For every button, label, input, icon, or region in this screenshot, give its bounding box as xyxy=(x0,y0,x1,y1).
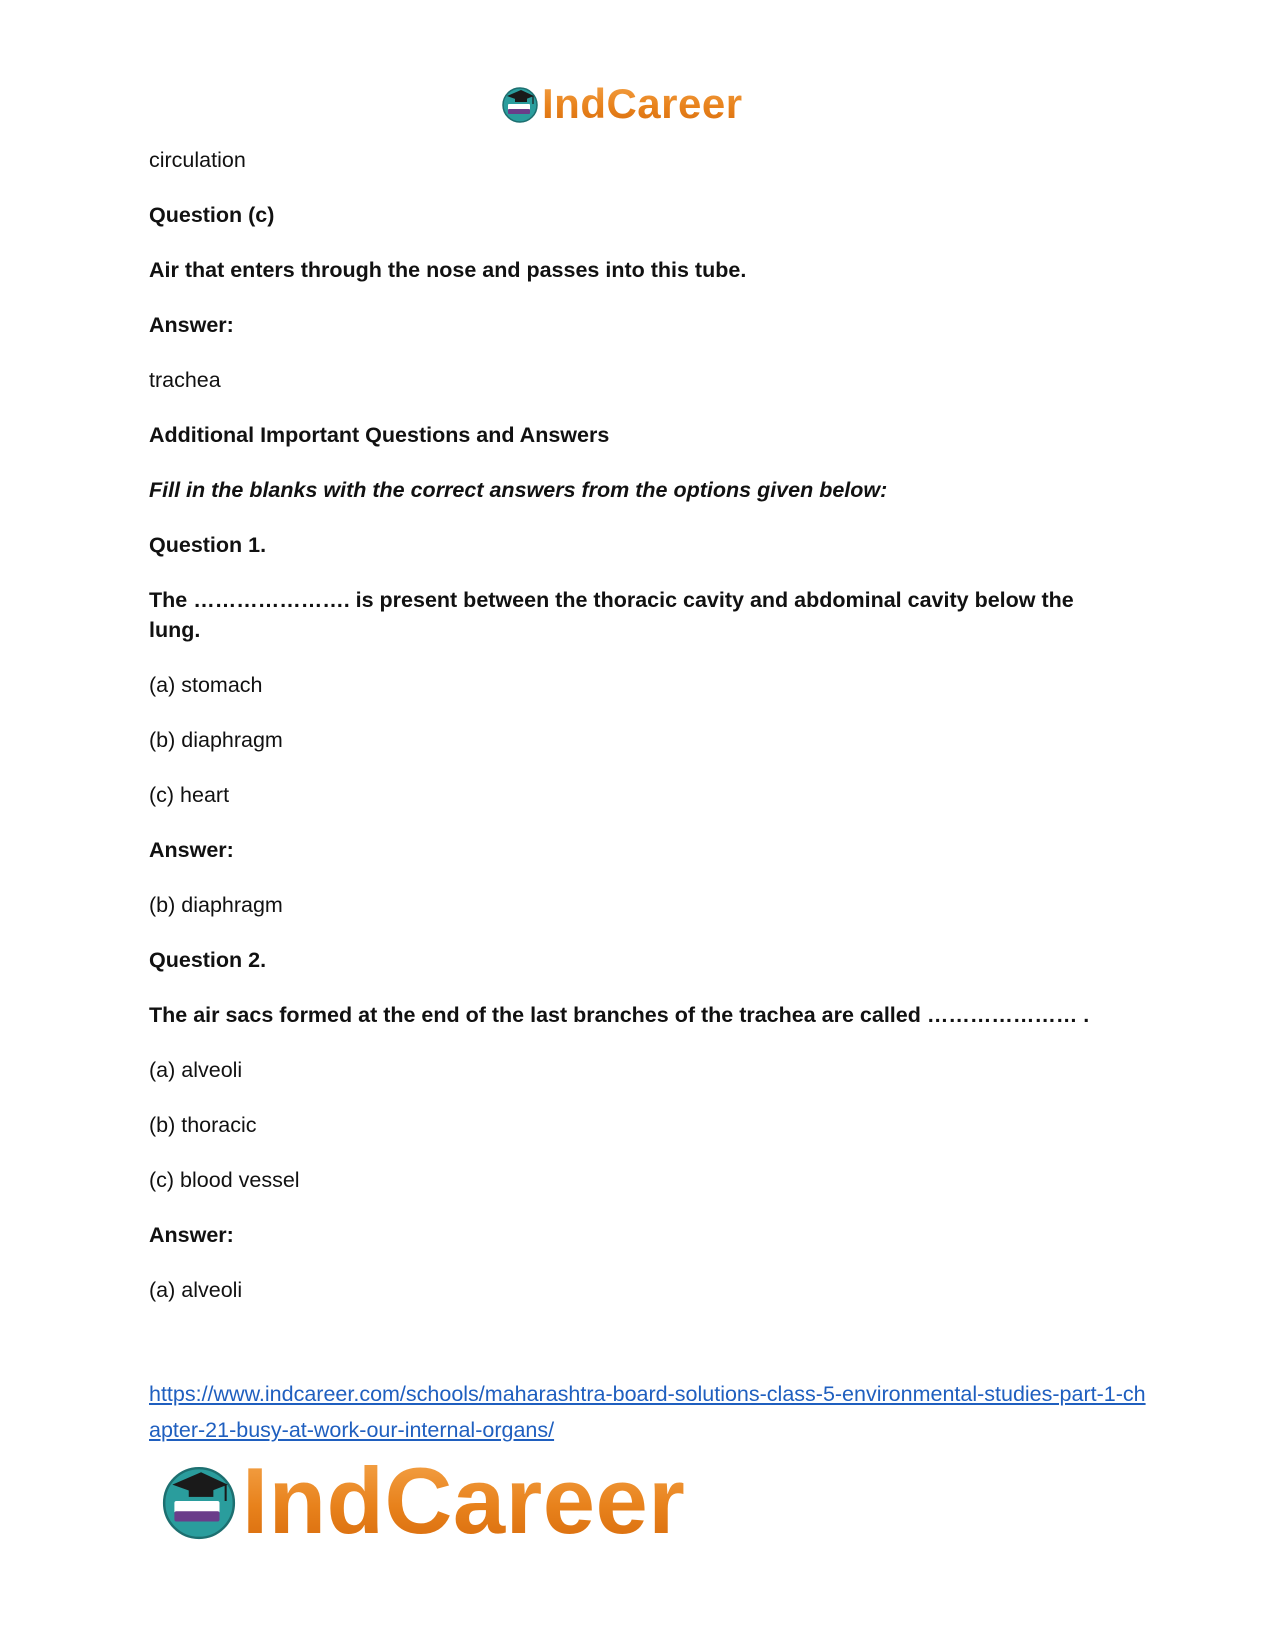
question-heading: Question (c) xyxy=(149,203,275,227)
answer-label: Answer: xyxy=(149,1223,234,1247)
logo-wordmark: IndCareer xyxy=(542,80,743,127)
option-item: (a) alveoli xyxy=(149,1058,243,1082)
logo-wordmark: IndCareer xyxy=(242,1448,686,1553)
graduation-cap-book-globe-icon xyxy=(158,1460,240,1542)
section-heading: Additional Important Questions and Answers xyxy=(149,423,610,447)
option-item: (a) stomach xyxy=(149,673,263,697)
question-heading: Question 1. xyxy=(149,533,267,557)
question-text: The air sacs formed at the end of the last branches of the trachea are called ………………… . xyxy=(149,1003,1090,1027)
option-item: (b) diaphragm xyxy=(149,728,283,752)
question-heading: Question 2. xyxy=(149,948,267,972)
option-item: (b) thoracic xyxy=(149,1113,257,1137)
document-body xyxy=(149,145,1129,1330)
answer-text: circulation xyxy=(149,148,246,172)
question-text: The …………………. is present between the thoracic cavity and abdominal cavity below the lung. xyxy=(149,588,1074,642)
answer-label: Answer: xyxy=(149,313,234,337)
option-item: (c) blood vessel xyxy=(149,1168,300,1192)
header-logo xyxy=(500,80,743,128)
answer-text: (a) alveoli xyxy=(149,1278,243,1302)
instruction-text: Fill in the blanks with the correct answers from the options given below: xyxy=(149,478,888,502)
answer-label: Answer: xyxy=(149,838,234,862)
answer-text: (b) diaphragm xyxy=(149,893,283,917)
footer-logo xyxy=(158,1448,686,1553)
source-url-link[interactable]: https://www.indcareer.com/schools/maharashtra-board-solutions-class-5-environmental-studies-part-1-chapter-21-busy-at-work-our-internal-organs/ xyxy=(149,1382,1146,1442)
option-item: (c) heart xyxy=(149,783,230,807)
answer-text: trachea xyxy=(149,368,221,392)
graduation-cap-book-globe-icon xyxy=(500,84,540,124)
question-text: Air that enters through the nose and passes into this tube. xyxy=(149,258,747,282)
